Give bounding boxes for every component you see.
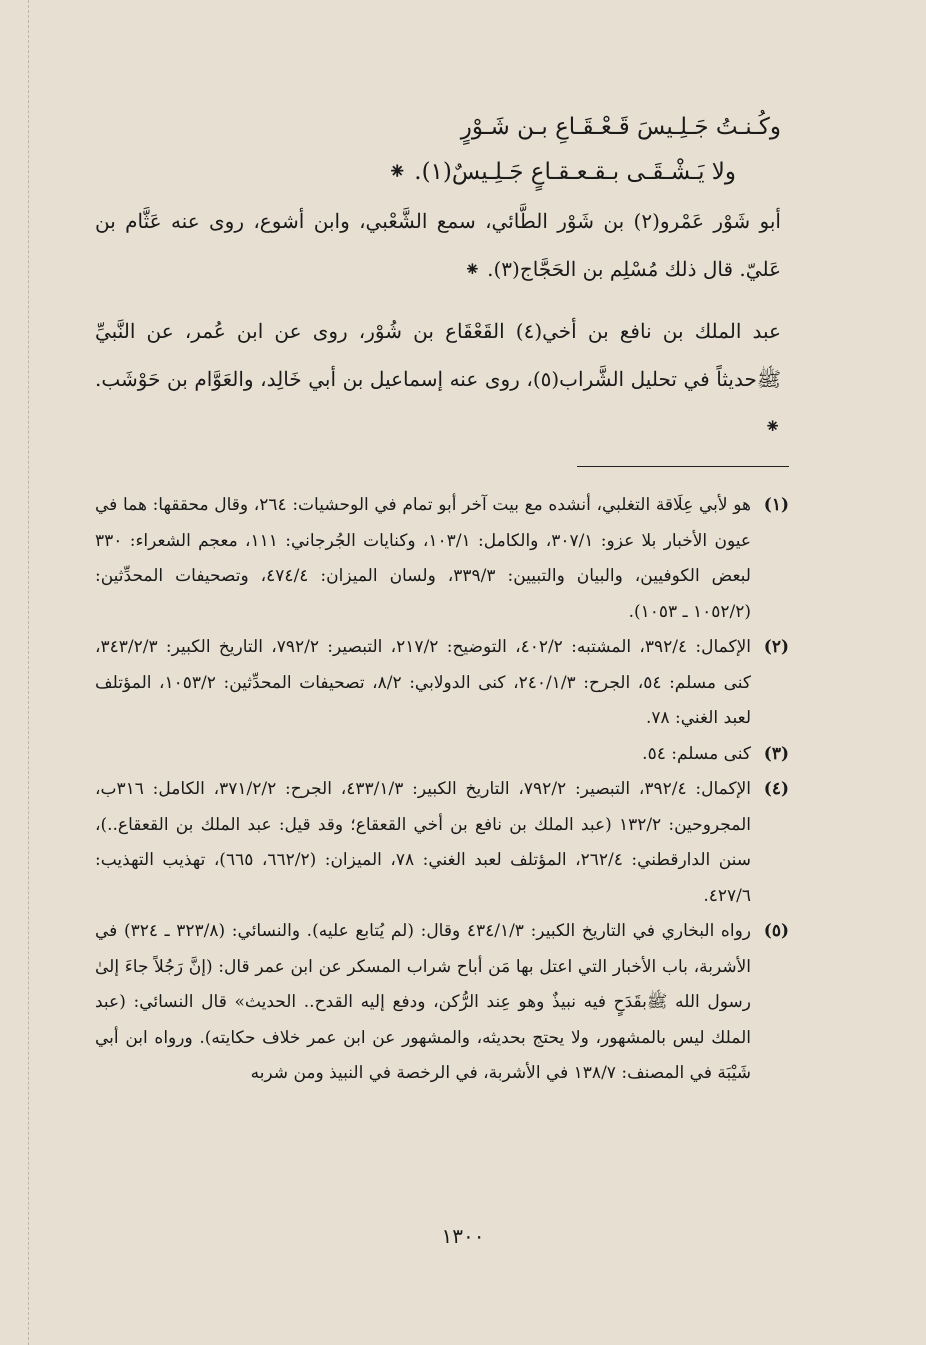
verse-line-2: ولا يَـشْـقَـى بـقـعـقـاعٍ جَـلِـيسٌ(١). ⁕: [387, 159, 736, 185]
verse-line-1: وكُـنـتُ جَـلِـيسَ قَـعْـقَـاعِ بـن شَـوْرٍ: [460, 114, 781, 140]
entry-text: عبد الملك بن نافع بن أخي(٤) القَعْقَاع بن شُوْر، روى عن ابن عُمر، عن النَّبيِّ ﷺحديثاً في تحليل الشَّراب(٥)، روى عنه إسماعيل بن أبي خَالِد، والعَوَّام بن حَوْشَب. ⁕: [95, 319, 782, 438]
footnote-number: (٣): [763, 743, 789, 764]
page-number: ١٣٠٠: [441, 1224, 485, 1248]
footnote-4: [95, 772, 789, 914]
footnote-number: (٢): [763, 637, 789, 657]
footnote-1: [95, 488, 789, 630]
footnote-number: (٥): [763, 921, 789, 941]
entry-abd-al-malik: [95, 308, 781, 451]
footnote-5: [95, 914, 789, 1092]
footnote-text: الإكمال: ٣٩٢/٤، المشتبه: ٤٠٢/٢، التوضيح: ٢١٧/٢، التبصير: ٧٩٢/٢، التاريخ الكبير: ٣٤٣/٢/٣، كنى مسلم: ٥٤، الجرح: ٢٤٠/١/٣، كنى الدولابي: ٨/٢، تصحيفات المحدِّثين: ١٠٥٣/٢، المؤتلف لعبد الغني: ٧٨.: [95, 637, 752, 728]
footnotes: [95, 488, 789, 1092]
footnote-number: (٤): [763, 779, 789, 799]
footnote-number: (١): [763, 495, 789, 515]
footnote-separator: [577, 466, 789, 467]
footnote-text: رواه البخاري في التاريخ الكبير: ٤٣٤/١/٣ وقال: (لم يُتابع عليه). والنسائي: (٣٢٣/٨ ـ ٣٢٤) في الأشربة، باب الأخبار التي اعتل بها مَن أباح شراب المسكر عن ابن عمر قال: (إنَّ رَجُلاً جاءَ إلىٰ رسول الله ﷺبقَدَحٍ فيه نبيذٌ وهو عِند الرُّكن، ودفع إليه القدح.. الحديث» قال النسائي: (عبد الملك ليس بالمشهور، ولا يحتج بحديثه، والمشهور عن ابن عمر خلاف حكايته). ورواه ابن أبي شَيْبَة في المصنف: ١٣٨/٧ في الأشربة، في الرخصة في النبيذ ومن شربه: [95, 921, 751, 1083]
entry-abu-shawr: [95, 198, 781, 293]
margin-dashed-line: [28, 0, 29, 1345]
footnote-3: [95, 737, 789, 773]
footnote-text: الإكمال: ٣٩٢/٤، التبصير: ٧٩٢/٢، التاريخ الكبير: ٤٣٣/١/٣، الجرح: ٣٧١/٢/٢، الكامل: ٣١٦ب، المجروحين: ١٣٢/٢ (عبد الملك بن نافع بن أخي القعقاع؛ وقد قيل: عبد الملك بن القعقاع..)، سنن الدارقطني: ٢٦٢/٤، المؤتلف لعبد الغني: ٧٨، الميزان: (٦٦٢/٢، ٦٦٥)، تهذيب التهذيب: ٤٢٧/٦.: [95, 779, 752, 906]
footnote-2: [95, 630, 789, 737]
entry-text: أبو شَوْر عَمْرو(٢) بن شَوْر الطَّائي، سمع الشَّعْبي، وابن أشوع، روى عنه عَثَّام بن عَليّ. قال ذلك مُسْلِم بن الحَجَّاج(٣). ⁕: [95, 209, 781, 281]
footnote-text: كنى مسلم: ٥٤.: [642, 743, 751, 764]
footnote-text: هو لأبي عِلَاقة التغلبي، أنشده مع بيت آخر أبو تمام في الوحشيات: ٢٦٤، وقال محققها: هما في عيون الأخبار بلا عزو: ٣٠٧/١، والكامل: ١٠٣/١، وكنايات الجُرجاني: ١١١، معجم الشعراء: ٣٣٠ لبعض الكوفيين، والبيان والتبيين: ٣٣٩/٣، ولسان الميزان: ٤٧٤/٤، وتصحيفات المحدِّثين: (١٠٥٢/٢ ـ ١٠٥٣).: [95, 495, 751, 622]
